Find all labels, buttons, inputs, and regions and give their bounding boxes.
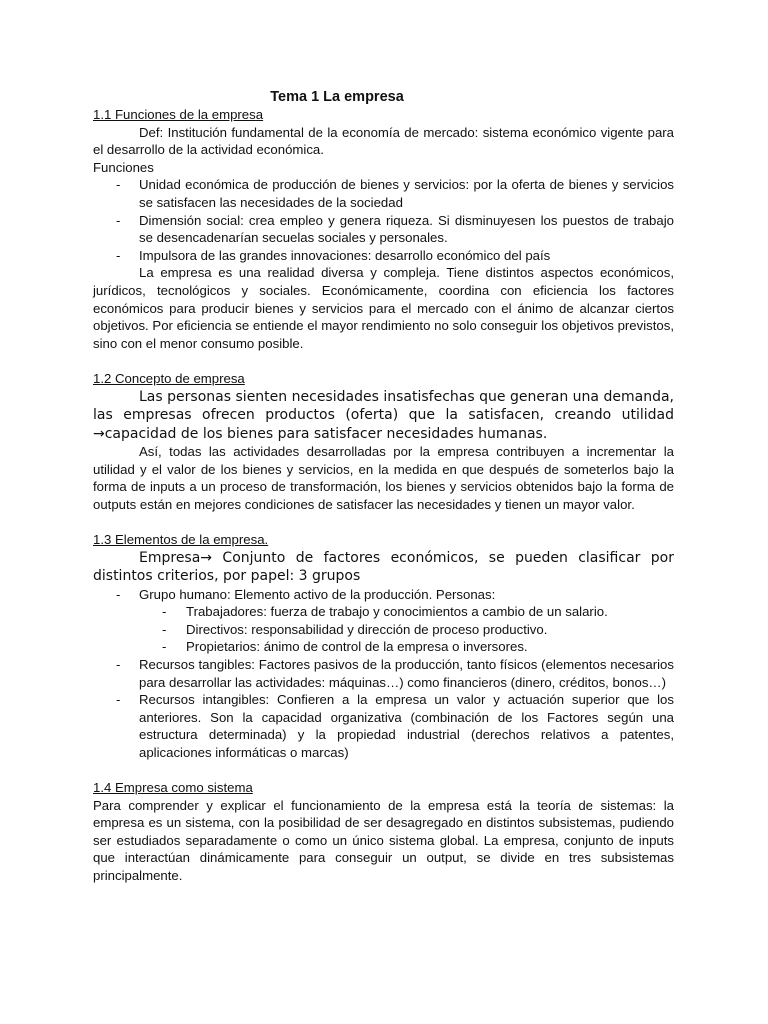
list-item: - Recursos tangibles: Factores pasivos de la producción, tanto físicos (elementos necesarios para desarrollar las actividades: máquinas…) como financieros (dinero, créditos, bonos…) xyxy=(93,656,674,691)
body-paragraph: Empresa→ Conjunto de factores económicos, se pueden clasificar por distintos criterios, por papel: 3 grupos xyxy=(93,549,674,585)
funciones-list xyxy=(93,176,674,264)
section-heading: 1.1 Funciones de la empresa xyxy=(93,107,264,122)
section-heading: 1.3 Elementos de la empresa. xyxy=(93,531,269,547)
list-item: - Recursos intangibles: Confieren a la empresa un valor y actuación superior que los anteriores. Son la capacidad organizativa (combinación de los Factores según una estructura determinada) y la propiedad industrial (derechos relativos a patentes, aplicaciones informáticas o marcas) xyxy=(93,691,674,761)
body-paragraph: La empresa es una realidad diversa y compleja. Tiene distintos aspectos económicos, jurídicos, tecnológicos y sociales. Económicamente, coordina con eficiencia los factores económicos para producir bienes y servicios para el mercado con el ánimo de alcanzar ciertos objetivos. Por eficiencia se entiende el mayor rendimiento no solo conseguir los objetivos previstos, sino con el menor consumo posible. xyxy=(93,265,674,351)
section-1-2 xyxy=(93,370,674,513)
section-heading: 1.4 Empresa como sistema xyxy=(93,780,253,796)
section-1-4 xyxy=(93,779,674,885)
list-item: - Impulsora de las grandes innovaciones: desarrollo económico del país xyxy=(93,247,674,265)
definition-paragraph: Def: Institución fundamental de la economía de mercado: sistema económico vigente para el desarrollo de la actividad económica. xyxy=(93,124,674,158)
section-1-3 xyxy=(93,531,674,762)
elementos-list xyxy=(93,586,674,762)
list-item: - Unidad económica de producción de bienes y servicios: por la oferta de bienes y servicios se satisfacen las necesidades de la sociedad xyxy=(93,176,674,211)
page-title: Tema 1 La empresa xyxy=(270,89,404,105)
sub-list-item: - Directivos: responsabilidad y dirección de proceso productivo. xyxy=(93,621,674,639)
section-heading: 1.2 Concepto de empresa xyxy=(93,370,245,386)
funciones-label: Funciones xyxy=(93,159,154,175)
body-paragraph: Así, todas las actividades desarrolladas por la empresa contribuyen a incrementar la utilidad y el valor de los bienes y servicios, en la medida en que después de someterlos bajo la forma de inputs a un proceso de transformación, los bienes y servicios obtenidos bajo la forma de outputs están en mejores condiciones de satisfacer las necesidades y tienen un mayor valor. xyxy=(93,444,674,512)
document-page xyxy=(93,88,674,885)
list-item: - Dimensión social: crea empleo y genera riqueza. Si disminuyesen los puestos de trabajo se desencadenarían secuelas sociales y personales. xyxy=(93,212,674,247)
sub-list-item: - Trabajadores: fuerza de trabajo y conocimientos a cambio de un salario. xyxy=(93,603,674,621)
body-paragraph: Para comprender y explicar el funcionamiento de la empresa está la teoría de sistemas: la empresa es un sistema, con la posibilidad de ser desagregado en distintos subsistemas, pudiendo ser estudiados separadamente o como un único sistema global. La empresa, conjunto de inputs que interactúan dinámicamente para conseguir un output, se divide en tres subsistemas principalmente. xyxy=(93,797,674,884)
sub-list-item: - Propietarios: ánimo de control de la empresa o inversores. xyxy=(93,638,674,656)
list-item: - Grupo humano: Elemento activo de la producción. Personas: xyxy=(93,586,674,604)
body-paragraph: Las personas sienten necesidades insatisfechas que generan una demanda, las empresas ofrecen productos (oferta) que la satisfacen, creando utilidad →capacidad de los bienes para satisfacer necesidades humanas. xyxy=(93,388,674,442)
section-1-1 xyxy=(93,106,674,352)
